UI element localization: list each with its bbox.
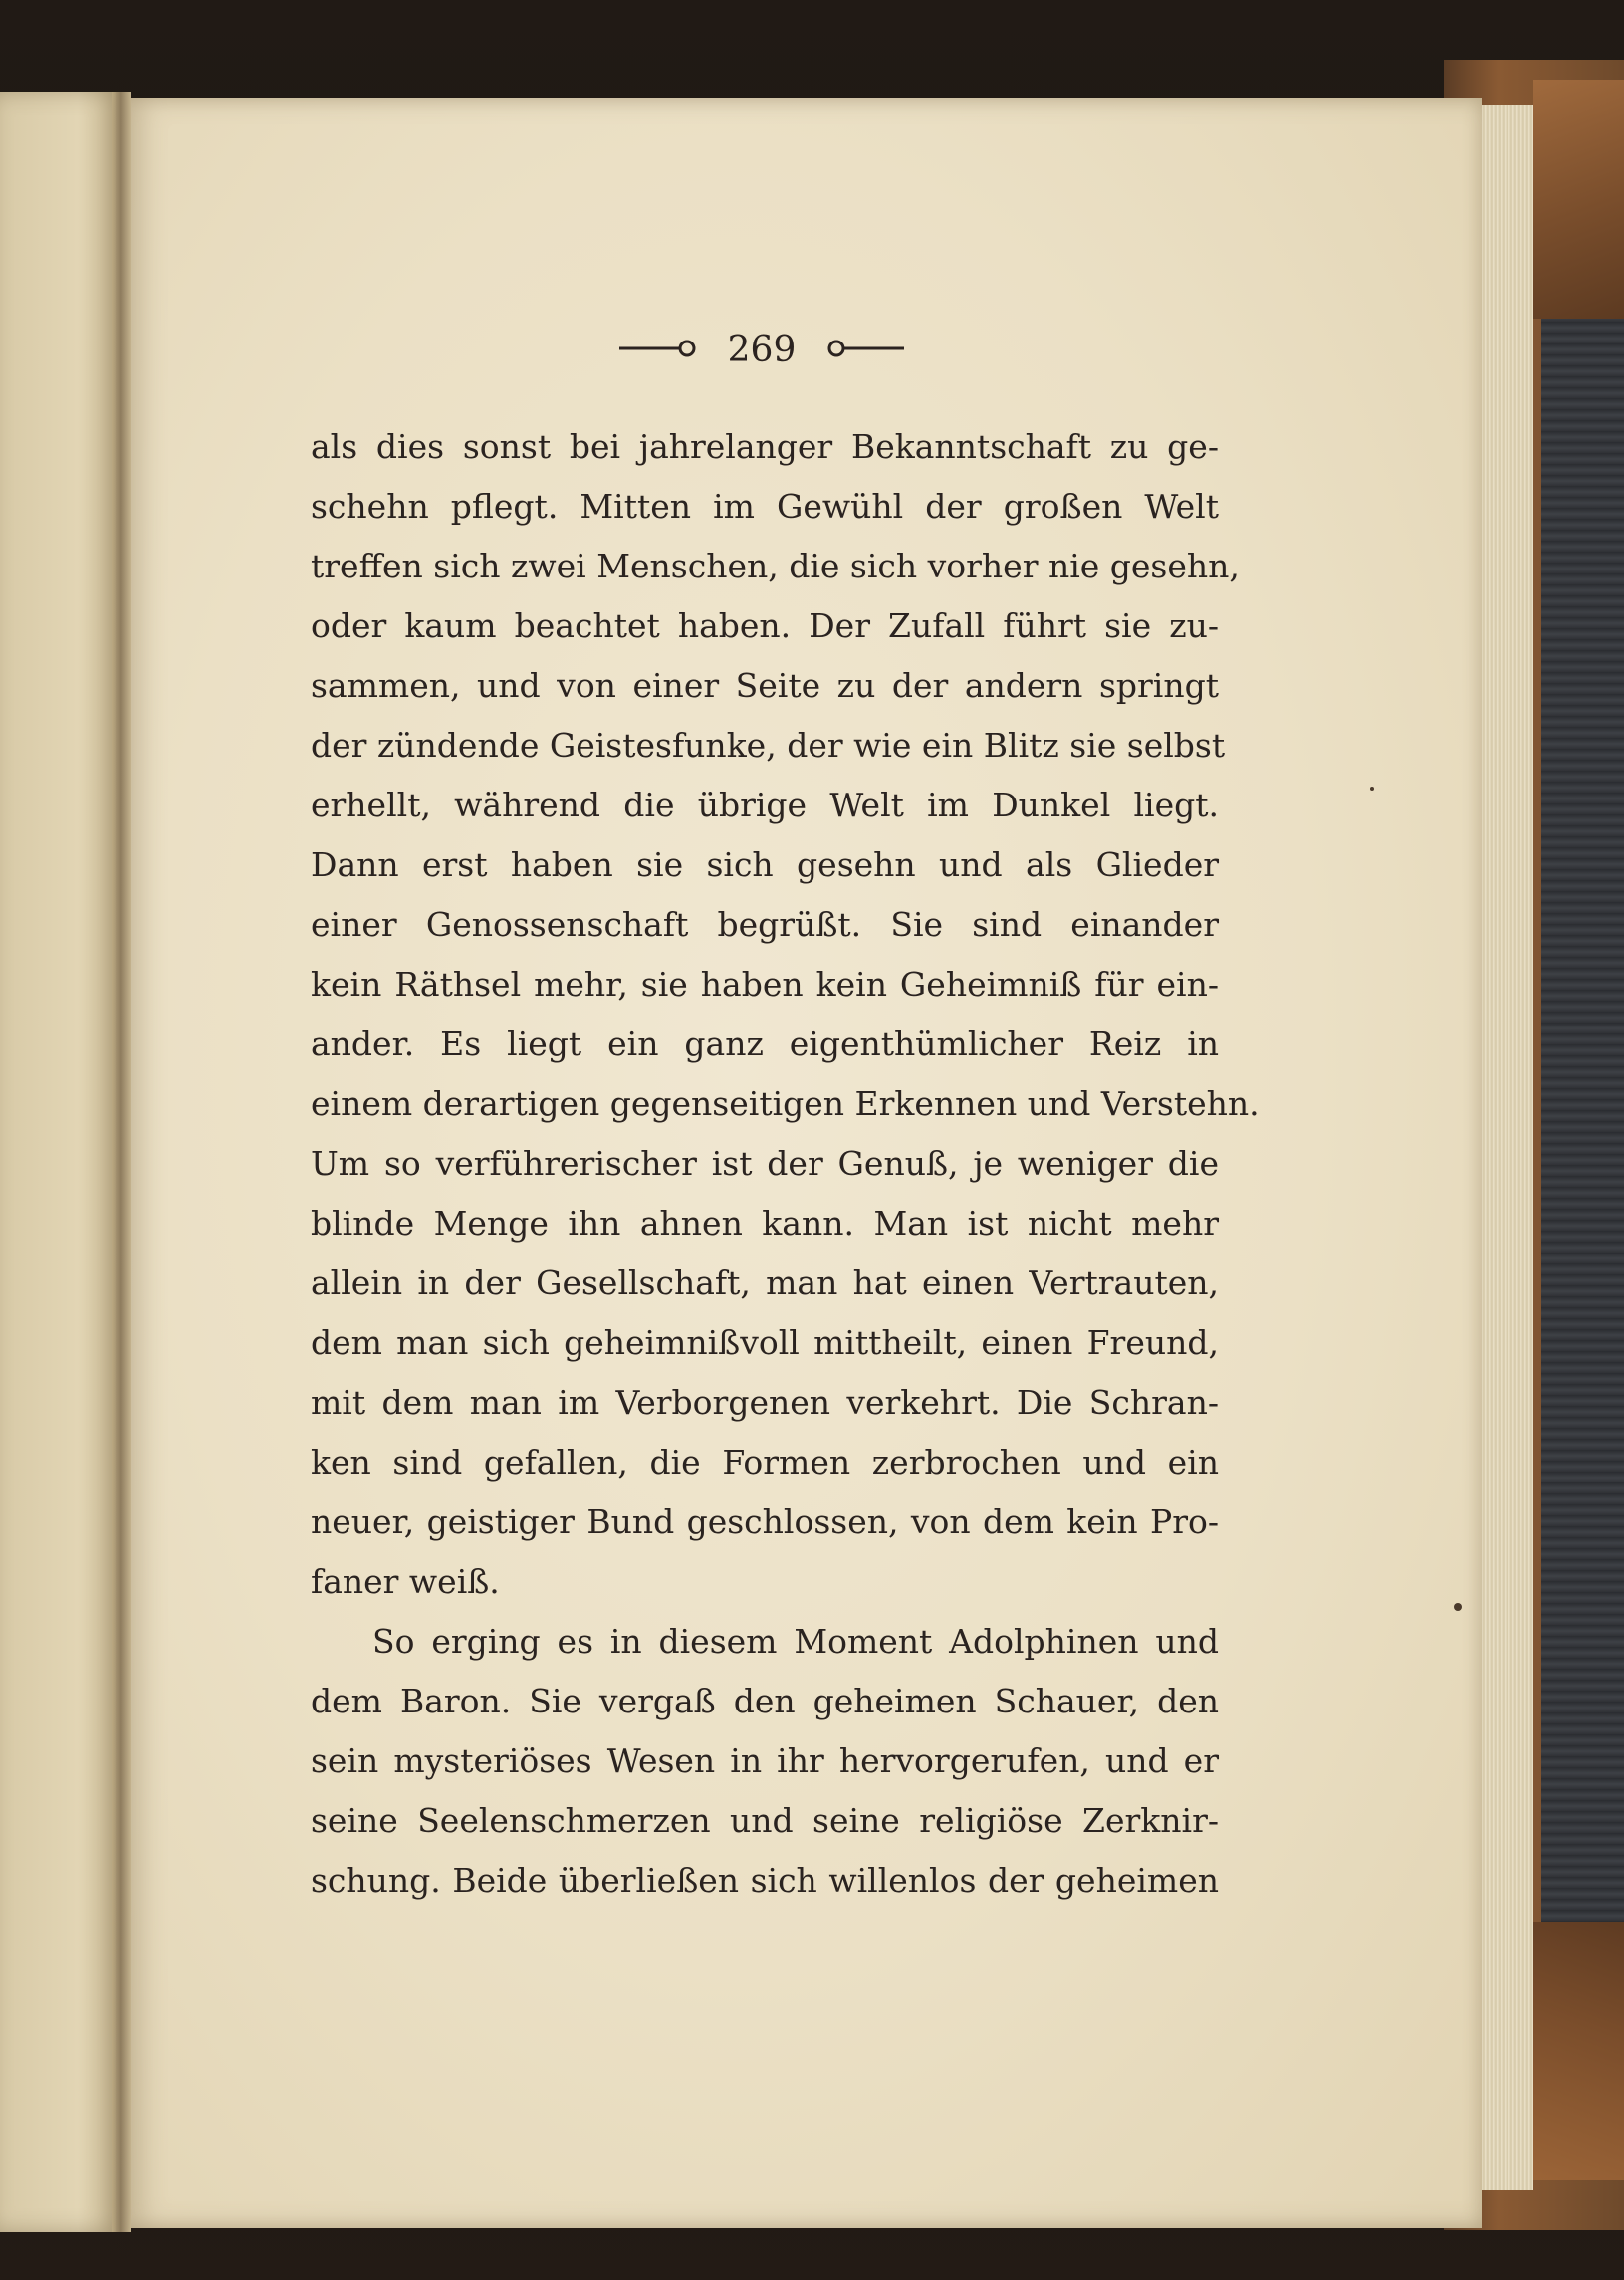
text-line: seine Seelenschmerzen und seine religiöse Zerknir-	[311, 1801, 1219, 1840]
paper-speck	[1454, 1603, 1462, 1611]
text-line: einer Genossenschaft begrüßt. Sie sind einander	[311, 905, 1219, 944]
body-text	[311, 417, 1260, 1911]
text-line: mit dem man im Verborgenen verkehrt. Die Schran-	[311, 1383, 1219, 1422]
dash-left-ornament-icon	[617, 335, 699, 362]
text-line: erhellt, während die übrige Welt im Dunkel liegt.	[311, 786, 1219, 824]
text-line: als dies sonst bei jahrelanger Bekanntschaft zu ge-	[311, 427, 1219, 466]
text-line: oder kaum beachtet haben. Der Zufall führt sie zu-	[311, 606, 1219, 645]
marbled-cover-cloth	[1541, 309, 1624, 1932]
text-line: kein Räthsel mehr, sie haben kein Geheimniß für ein-	[311, 965, 1219, 1004]
text-line: sein mysteriöses Wesen in ihr hervorgerufen, und er	[311, 1741, 1219, 1780]
text-line: neuer, geistiger Bund geschlossen, von dem kein Pro-	[311, 1502, 1219, 1541]
facing-page-edge	[0, 92, 119, 2232]
text-line: sammen, und von einer Seite zu der andern springt	[311, 666, 1219, 705]
leather-corner-top	[1533, 80, 1624, 319]
text-line: Dann erst haben sie sich gesehn und als Glieder	[311, 845, 1219, 884]
text-line: blinde Menge ihn ahnen kann. Man ist nicht mehr	[311, 1204, 1219, 1243]
text-line: dem man sich geheimnißvoll mittheilt, einen Freund,	[311, 1323, 1219, 1362]
text-line: treffen sich zwei Menschen, die sich vorher nie gesehn,	[311, 547, 1240, 585]
text-line: ken sind gefallen, die Formen zerbrochen und ein	[311, 1443, 1219, 1482]
text-line: So erging es in diesem Moment Adolphinen und	[372, 1622, 1219, 1661]
text-line: der zündende Geistesfunke, der wie ein Blitz sie selbst	[311, 726, 1226, 765]
text-line: schehn pflegt. Mitten im Gewühl der großen Welt	[311, 487, 1219, 526]
text-line: ander. Es liegt ein ganz eigenthümlicher Reiz in	[311, 1025, 1219, 1063]
text-line: dem Baron. Sie vergaß den geheimen Schauer, den	[311, 1682, 1219, 1720]
dash-right-ornament-icon	[824, 335, 906, 362]
page-gutter	[112, 92, 131, 2232]
text-line: Um so verführerischer ist der Genuß, je weniger die	[311, 1144, 1219, 1183]
text-line: einem derartigen gegenseitigen Erkennen und Verstehn.	[311, 1084, 1260, 1123]
text-line: allein in der Gesellschaft, man hat einen Vertrauten,	[311, 1263, 1219, 1302]
leather-corner-bottom	[1533, 1922, 1624, 2180]
page-number: 269	[727, 330, 797, 370]
text-line: faner weiß.	[311, 1562, 500, 1601]
running-head	[617, 329, 906, 378]
text-line: schung. Beide überließen sich willenlos der geheimen	[311, 1861, 1219, 1900]
paper-speck	[1370, 787, 1374, 791]
